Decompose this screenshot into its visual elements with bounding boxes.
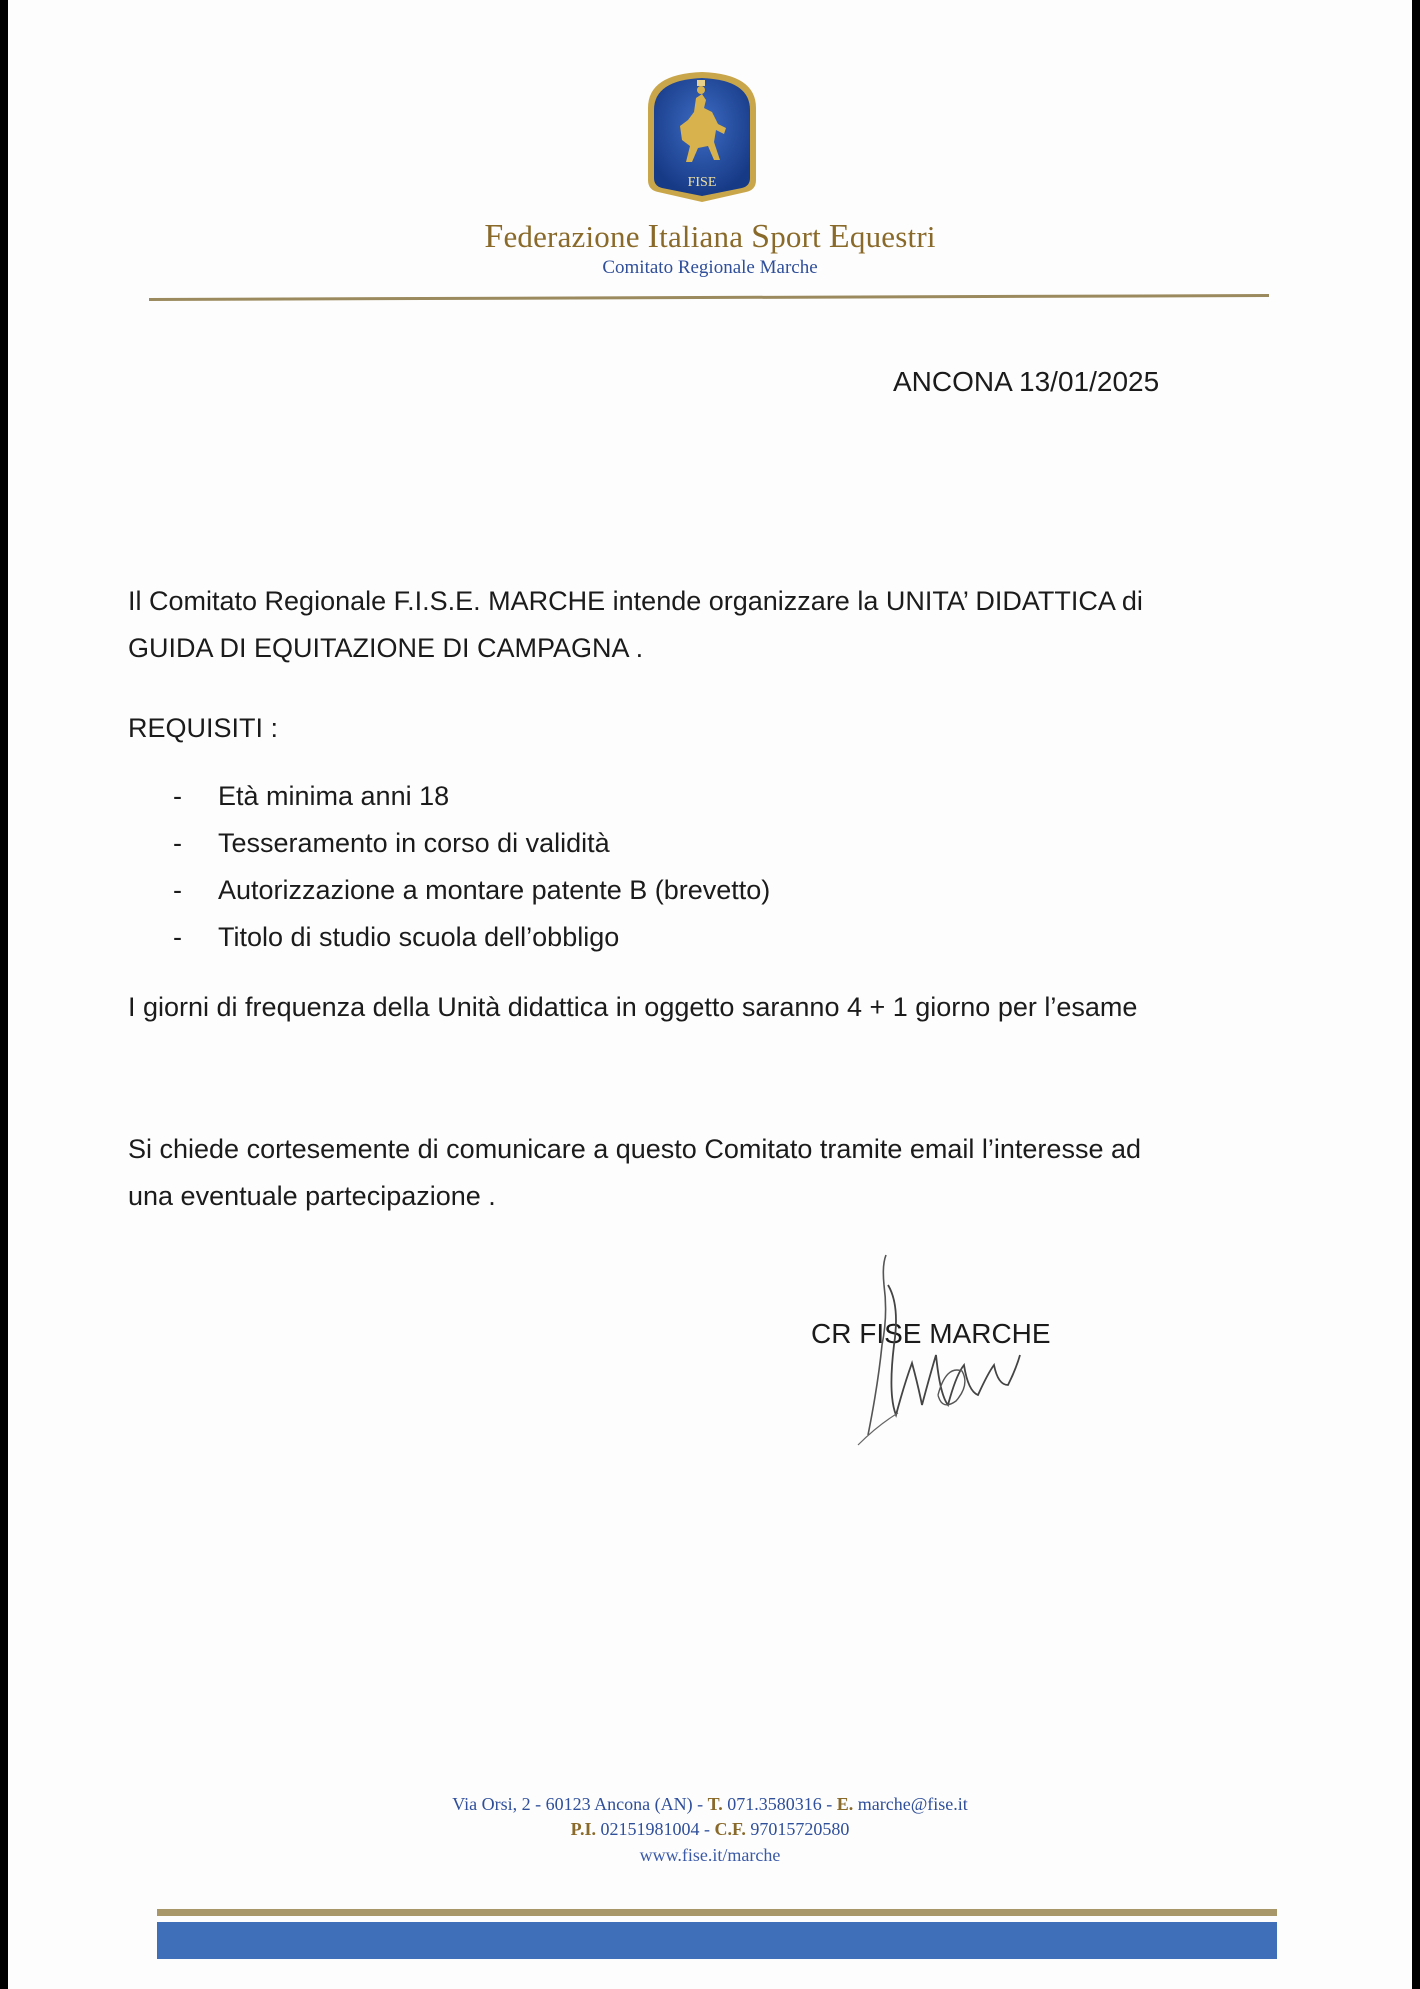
vat-number: 02151981004 - (596, 1819, 715, 1839)
tax-code: 97015720580 (745, 1819, 850, 1839)
header-divider (149, 294, 1269, 301)
phone-number: 071.3580316 - (722, 1794, 837, 1814)
footer-blue-bar (157, 1922, 1277, 1959)
footer-gold-bar (157, 1909, 1277, 1916)
phone-label: T. (707, 1794, 723, 1814)
signatory-name: CR FISE MARCHE (811, 1318, 1051, 1349)
vat-label: P.I. (570, 1819, 596, 1839)
list-item (173, 914, 770, 961)
intro-line: GUIDA DI EQUITAZIONE DI CAMPAGNA . (128, 633, 644, 663)
list-item-text: Tesseramento in corso di validità (218, 828, 610, 858)
title-initial: S (751, 218, 771, 255)
list-item (173, 867, 770, 914)
letter-date: ANCONA 13/01/2025 (893, 366, 1160, 397)
request-paragraph (128, 1126, 1141, 1220)
title-part: taliana (659, 219, 752, 254)
footer-website: www.fise.it/marche (639, 1845, 781, 1865)
title-initial: E (828, 218, 850, 255)
requirements-list (173, 773, 770, 961)
list-item-text: Titolo di studio scuola dell’obbligo (218, 922, 620, 952)
title-initial: F (484, 218, 504, 255)
footer-fiscal (8, 1819, 1412, 1840)
footer-address: Via Orsi, 2 - 60123 Ancona (AN) - (452, 1794, 708, 1814)
list-item-text: Autorizzazione a montare patente B (brevetto) (218, 875, 771, 905)
federation-name (8, 218, 1412, 256)
fise-logo-icon (640, 68, 764, 206)
handwritten-signature-icon (838, 1245, 1048, 1455)
footer-contacts (8, 1794, 1412, 1815)
tax-code-label: C.F. (714, 1819, 746, 1839)
list-item (173, 820, 770, 867)
title-part: port (770, 219, 829, 254)
title-part: questri (849, 219, 936, 254)
bullet-dash: - (173, 875, 182, 905)
bullet-dash: - (173, 828, 182, 858)
letter-page (8, 0, 1412, 1989)
title-initial: I (647, 218, 660, 255)
title-part: ederazione (503, 219, 648, 254)
list-item-text: Età minima anni 18 (218, 781, 450, 811)
request-line: Si chiede cortesemente di comunicare a questo Comitato tramite email l’interesse ad (128, 1134, 1141, 1164)
email-address: marche@fise.it (853, 1794, 968, 1814)
attendance-paragraph: I giorni di frequenza della Unità didattica in oggetto saranno 4 + 1 giorno per l’esame (128, 992, 1138, 1022)
requirements-heading: REQUISITI : (128, 713, 279, 743)
committee-subtitle: Comitato Regionale Marche (602, 257, 818, 278)
intro-line: Il Comitato Regionale F.I.S.E. MARCHE intende organizzare la UNITA’ DIDATTICA di (128, 586, 1143, 616)
list-item (173, 773, 770, 820)
bullet-dash: - (173, 922, 182, 952)
logo-label: FISE (687, 175, 717, 190)
bullet-dash: - (173, 781, 182, 811)
intro-paragraph (128, 578, 1143, 672)
email-label: E. (836, 1794, 854, 1814)
request-line: una eventuale partecipazione . (128, 1181, 496, 1211)
